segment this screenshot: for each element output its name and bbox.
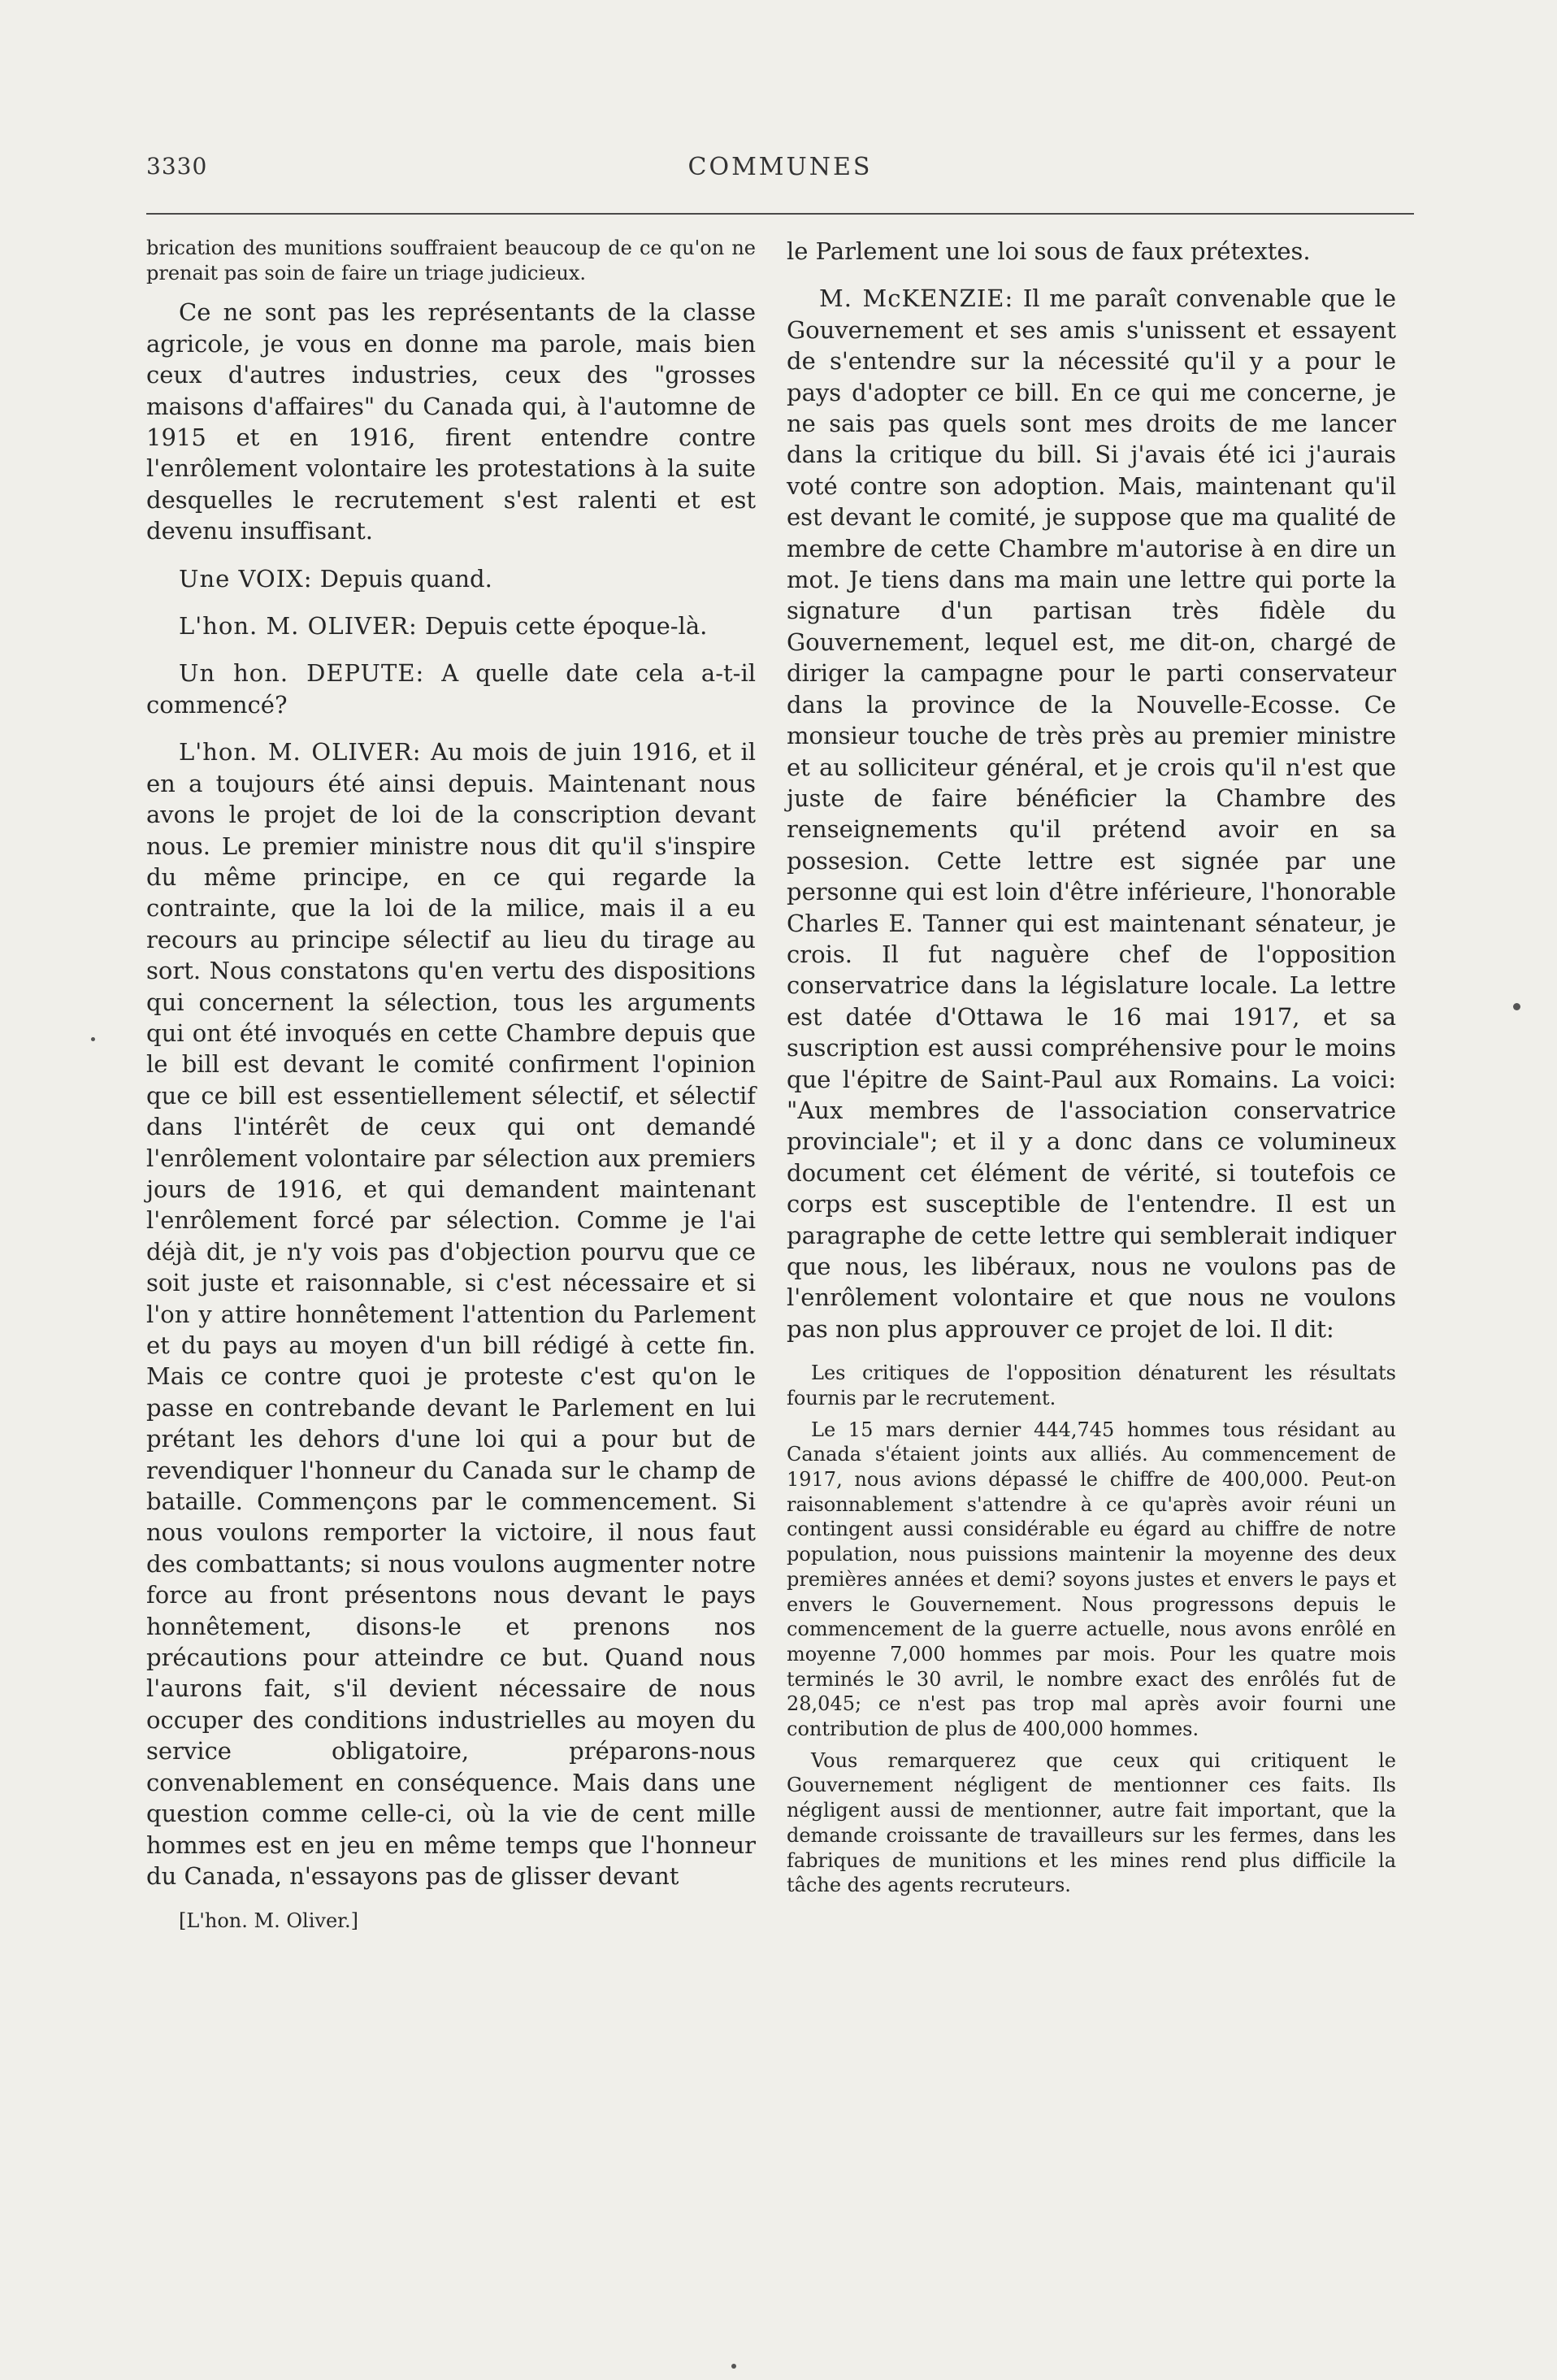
speech-text: Il me paraît convenable que le Gouvernement et ses amis s'unissent et essayent de s'entendre sur la nécessité qu'il y a pour le pays d'adopter ce bill. En ce qui me concerne, je ne sais pas quels sont mes droits de me lancer dans la critique du bill. Si j'avais été ici j'aurais voté contre son adoption. Mais, maintenant qu'il est devant le comité, je suppose que ma qualité de membre de cette Chambre m'autorise à en dire un mot. Je tiens dans ma main une lettre qui porte la signature d'un partisan très fidèle du Gouvernement, lequel est, me dit-on, chargé de diriger la campagne pour le parti conservateur dans la province de la Nouvelle-Ecosse. Ce monsieur touche de très près au premier ministre et au solliciteur général, et je crois qu'il n'est que juste de faire bénéficier la Chambre des renseignements qu'il prétend avoir en sa possesion. Cette lettre est signée par une personne qui est loin d'être inférieure, l'honorable Charles E. Tanner qui est maintenant sénateur, je crois. Il fut naguère chef de l'opposition conservatrice dans la législature locale. La lettre est datée d'Ottawa le 16 mai 1917, et sa suscription est aussi compréhensive pour le moins que l'épitre de Saint-Paul aux Romains. La voici: "Aux membres de l'association conservatrice provinciale"; et il y a donc dans ce volumineux document cet élément de vérité, si toutefois ce corps est susceptible de l'entendre. Il est un paragraphe de cette lettre qui semblerait indiquer que nous, les libéraux, nous ne voulons pas de l'enrôlement volontaire et que nous ne voulons pas non plus approuver ce projet de loi. Il dit: [787,284,1396,1343]
speaker-name: L'hon. M. OLIVER: [179,612,418,641]
paragraph: Ce ne sont pas les représentants de la classe agricole, je vous en donne ma parole, mais bien ceux d'autres industries, ceux des "grosses maisons d'affaires" du Canada qui, à l'automne de 1915 et en 1916, firent entendre contre l'enrôlement volontaire les protestations à la suite desquelles le recrutement s'est ralenti et est devenu insuffisant. [146,298,756,545]
continued-fragment: brication des munitions souffraient beaucoup de ce qu'on ne prenait pas soin de faire un triage judicieux. [146,237,756,284]
quoted-paragraph: Le 15 mars dernier 444,745 hommes tous résidant au Canada s'étaient joints aux alliés. Au commencement de 1917, nous avions dépassé le chiffre de 400,000. Peut-on raisonnablement s'attendre à ce qu'après avoir réuni un contingent aussi considérable eu égard au chiffre de notre population, nous puissions maintenir la moyenne des deux premières années et demi? soyons justes et envers le pays et envers le Gouvernement. Nous progressons depuis le commencement de la guerre actuelle, nous avons enrôlé en moyenne 7,000 hommes par mois. Pour les quatre mois terminés le 30 avril, le nombre exact des enrôlés fut de 28,045; ce n'est pas trop mal après avoir fourni une contribution de plus de 400,000 hommes. [787,1418,1396,1741]
speech-paragraph [146,610,756,641]
speech-paragraph [146,736,756,1891]
speech-paragraph [146,658,756,720]
running-title: COMMUNES [687,153,873,181]
quoted-paragraph: Les critiques de l'opposition dénaturent les résultats fournis par le recrutement. [787,1362,1396,1409]
speaker-attribution: [L'hon. M. Oliver.] [179,1909,358,1933]
speech-text: Depuis quand. [312,564,492,593]
speech-paragraph [787,283,1396,1344]
page-header [146,153,1414,193]
speaker-name: L'hon. M. OLIVER: [179,738,422,767]
paper-speck [1513,1003,1520,1010]
page-number: 3330 [146,153,208,180]
speaker-name: M. McKENZIE: [819,284,1014,313]
left-column [146,236,756,1934]
speech-text: Au mois de juin 1916, et il en a toujours été ainsi depuis. Maintenant nous avons le projet de loi de la conscription devant nous. Le premier ministre nous dit qu'il s'inspire du même principe, en ce qui regarde la contrainte, que la loi de la milice, mais il a eu recours au principe sélectif au lieu du tirage au sort. Nous constatons qu'en vertu des dispositions qui concernent la sélection, tous les arguments qui ont été invoqués en cette Chambre depuis que le bill est devant le comité confirment l'opinion que ce bill est essentiellement sélectif, et sélectif dans l'intérêt de ceux qui ont demandé l'enrôlement volontaire par sélection aux premiers jours de 1916, et qui demandent maintenant l'enrôlement forcé par sélection. Comme je l'ai déjà dit, je n'y vois pas d'objection pourvu que ce soit juste et raisonnable, si c'est nécessaire et si l'on y attire honnêtement l'attention du Parlement et du pays au moyen d'un bill rédigé à cette fin. Mais ce contre quoi je proteste c'est qu'on le passe en contrebande devant le Parlement en lui prétant les dehors d'une loi qui a pour but de revendiquer l'honneur du Canada sur le champ de bataille. Commençons par le commencement. Si nous voulons remporter la victoire, il nous faut des combattants; si nous voulons augmenter notre force au front présentons nous devant le pays honnêtement, disons-le et prenons nos précautions pour atteindre ce but. Quand nous l'aurons fait, s'il devient nécessaire de nous occuper des conditions industrielles au moyen du service obligatoire, préparons-nous convenablement en conséquence. Mais dans une question comme celle-ci, où la vie de cent mille hommes est en jeu en même temps que l'honneur du Canada, n'essayons pas de glisser devant [146,738,756,1890]
speaker-name: Une VOIX: [179,564,313,593]
paper-speck [731,2364,736,2369]
header-rule [146,213,1414,215]
speaker-name: Un hon. DEPUTE: [179,659,425,688]
speech-paragraph [146,563,756,594]
speech-text: Depuis cette époque-là. [417,612,708,641]
quoted-paragraph: Vous remarquerez que ceux qui critiquent le Gouvernement négligent de mentionner ces faits. Ils négligent aussi de mentionner, autre fait important, que la demande croissante de travailleurs sur les fermes, dans les fabriques de munitions et les mines rend plus difficile la tâche des agents recruteurs. [787,1748,1396,1897]
paragraph-continued: le Parlement une loi sous de faux prétextes. [787,237,1311,265]
right-column [787,236,1396,1904]
paper-speck [91,1037,95,1041]
speech-text: A quelle date cela a-t-il commencé? [146,659,756,719]
